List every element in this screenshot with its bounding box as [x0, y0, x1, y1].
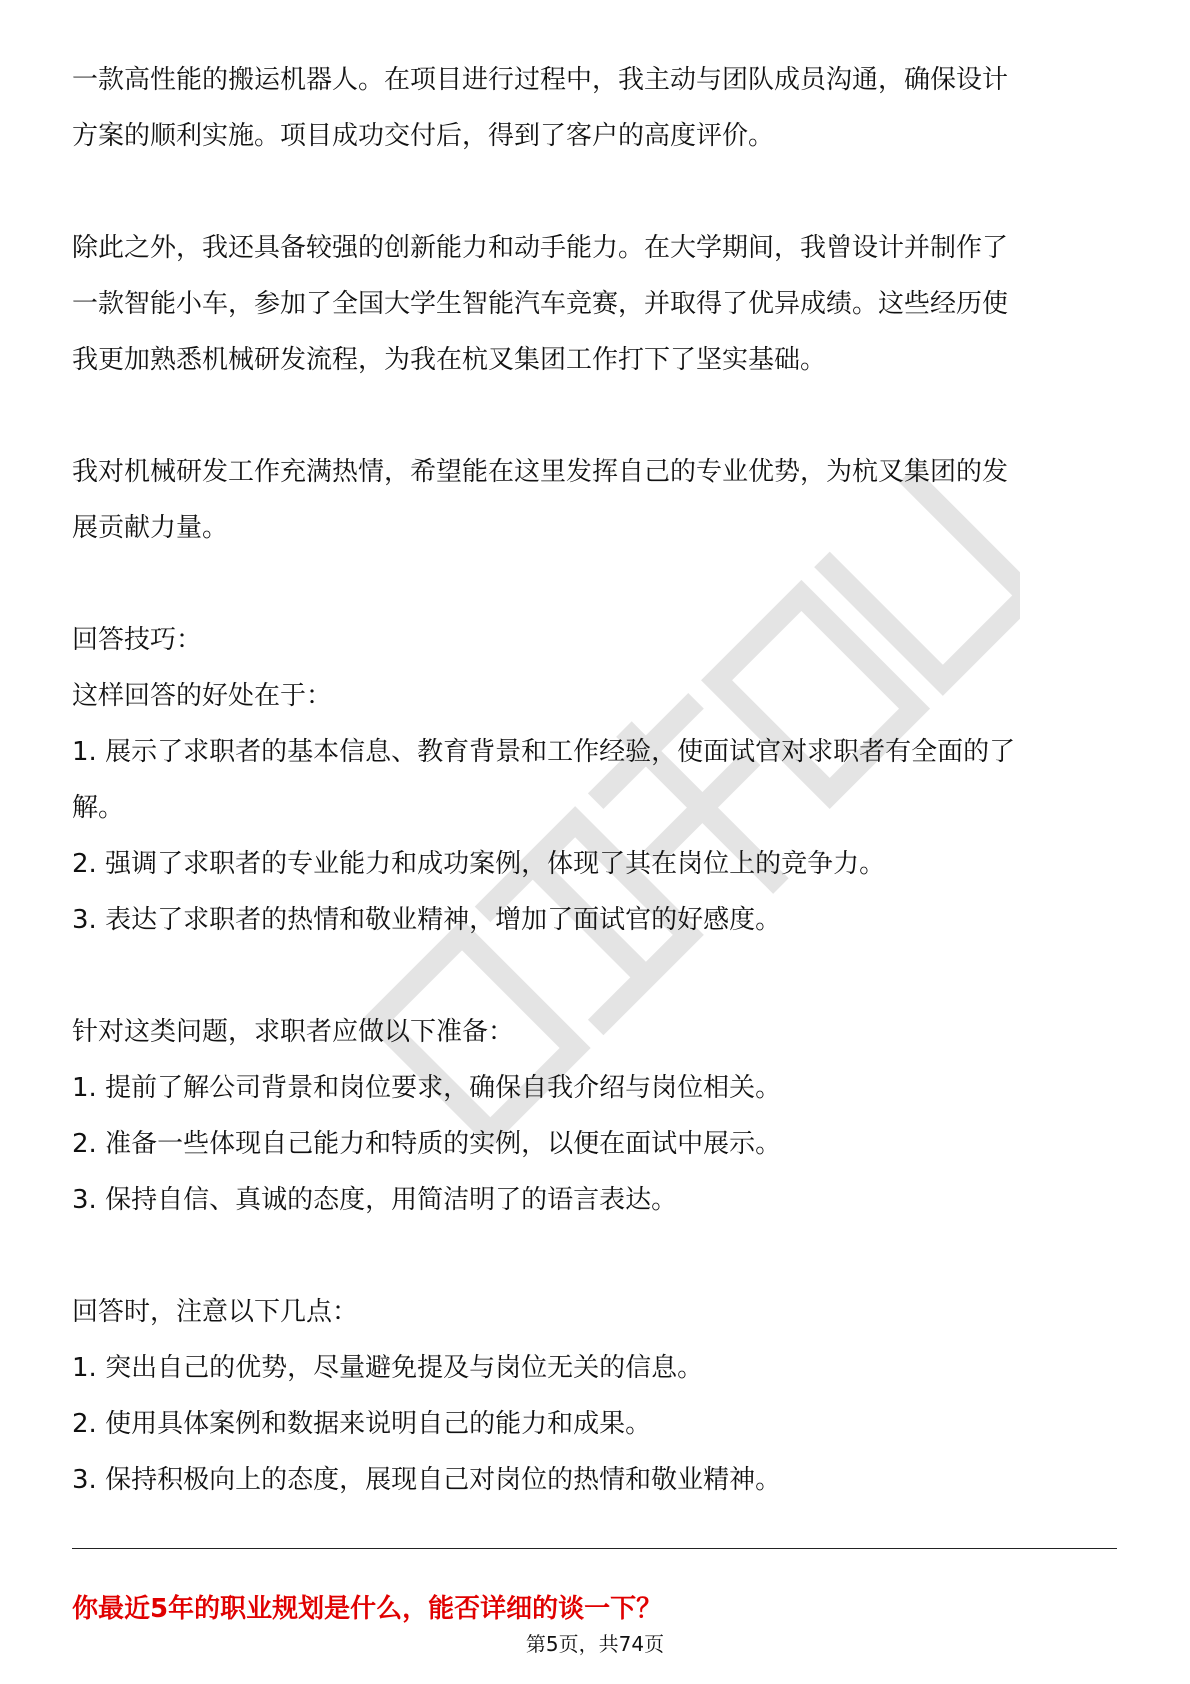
document-body — [72, 52, 1117, 1508]
section-preparation — [72, 1004, 1117, 1228]
list-item: 1. 展示了求职者的基本信息、教育背景和工作经验，使面试官对求职者有全面的了 — [72, 737, 1016, 767]
text-line: 我对机械研发工作充满热情，希望能在这里发挥自己的专业优势，为杭叉集团的发 — [72, 457, 1009, 487]
next-question-title: 你最近5年的职业规划是什么，能否详细的谈一下？ — [72, 1594, 663, 1624]
text-line: 一款高性能的搬运机器人。在项目进行过程中，我主动与团队成员沟通，确保设计 — [72, 65, 1009, 95]
notes-heading: 回答时，注意以下几点： — [72, 1297, 359, 1327]
list-item: 2. 使用具体案例和数据来说明自己的能力和成果。 — [72, 1409, 652, 1439]
list-item: 2. 强调了求职者的专业能力和成功案例，体现了其在岗位上的竞争力。 — [72, 849, 886, 879]
paragraph-innovation — [72, 220, 1117, 388]
list-item: 3. 保持自信、真诚的态度，用简洁明了的语言表达。 — [72, 1185, 678, 1215]
benefits-heading: 这样回答的好处在于： — [72, 681, 333, 711]
list-item: 解。 — [72, 793, 125, 823]
tips-heading: 回答技巧： — [72, 625, 203, 655]
text-line: 除此之外，我还具备较强的创新能力和动手能力。在大学期间，我曾设计并制作了 — [72, 233, 1009, 263]
list-item: 3. 保持积极向上的态度，展现自己对岗位的热情和敬业精神。 — [72, 1465, 782, 1495]
divider — [72, 1548, 1117, 1549]
paragraph-project — [72, 52, 1117, 164]
section-answer-tips — [72, 612, 1117, 948]
list-item: 3. 表达了求职者的热情和敬业精神，增加了面试官的好感度。 — [72, 905, 782, 935]
text-line: 展贡献力量。 — [72, 513, 229, 543]
list-item: 1. 突出自己的优势，尽量避免提及与岗位无关的信息。 — [72, 1353, 704, 1383]
list-item: 1. 提前了解公司背景和岗位要求，确保自我介绍与岗位相关。 — [72, 1073, 782, 1103]
text-line: 我更加熟悉机械研发流程，为我在杭叉集团工作打下了坚实基础。 — [72, 345, 827, 375]
paragraph-passion — [72, 444, 1117, 556]
page-number: 第5页，共74页 — [525, 1632, 665, 1656]
text-line: 一款智能小车，参加了全国大学生智能汽车竞赛，并取得了优异成绩。这些经历使 — [72, 289, 1009, 319]
text-line: 方案的顺利实施。项目成功交付后，得到了客户的高度评价。 — [72, 121, 775, 151]
prep-heading: 针对这类问题，求职者应做以下准备： — [72, 1017, 515, 1047]
section-notes — [72, 1284, 1117, 1508]
list-item: 2. 准备一些体现自己能力和特质的实例，以便在面试中展示。 — [72, 1129, 782, 1159]
